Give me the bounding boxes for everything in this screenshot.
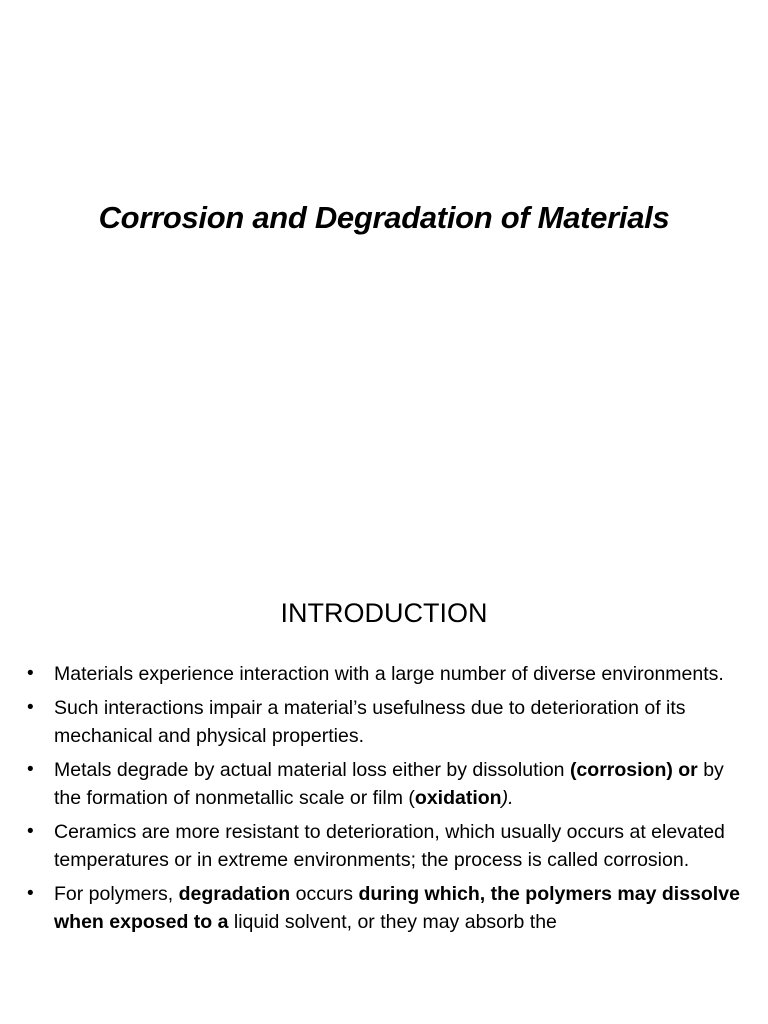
bullet-text-segment: Metals degrade by actual material loss either by dissolution (54, 759, 570, 781)
bullet-marker: • (27, 663, 34, 684)
section-heading: INTRODUCTION (280, 598, 488, 628)
bullet-marker: • (27, 883, 34, 904)
bullet-marker: • (27, 821, 34, 842)
bullet-text-bold: oxidation (414, 787, 502, 809)
bullet-text-segment: occurs (290, 883, 359, 905)
bullet-text: Materials experience interaction with a large number of diverse environments. (54, 663, 724, 685)
bullet-item-4 (24, 818, 744, 874)
bullet-item-3 (24, 756, 744, 812)
slide-title: Corrosion and Degradation of Materials (98, 200, 670, 235)
bullet-text-segment: by the formation of nonmetallic scale or film ( (54, 759, 724, 809)
bullet-marker: • (27, 697, 34, 718)
bullet-marker: • (27, 759, 34, 780)
bullet-text-italic: ). (501, 787, 514, 809)
bullet-text: Ceramics are more resistant to deterioration, which usually occurs at elevated temperatures or in extreme environments; the process is called corrosion. (54, 821, 725, 871)
bullet-list (24, 660, 744, 942)
bullet-text-segment: For polymers, (54, 883, 179, 905)
bullet-text-segment: liquid solvent, or they may absorb the (228, 911, 557, 933)
bullet-text-bold: (corrosion) or (569, 759, 698, 781)
bullet-text: Such interactions impair a material’s usefulness due to deterioration of its mechanical and physical properties. (54, 697, 686, 747)
bullet-item-2 (24, 694, 744, 750)
bullet-item-5 (24, 880, 744, 936)
bullet-text-bold: during which, the polymers may dissolve when exposed to a (54, 883, 740, 933)
bullet-text-bold: degradation (178, 883, 291, 905)
bullet-item-1 (24, 660, 744, 688)
